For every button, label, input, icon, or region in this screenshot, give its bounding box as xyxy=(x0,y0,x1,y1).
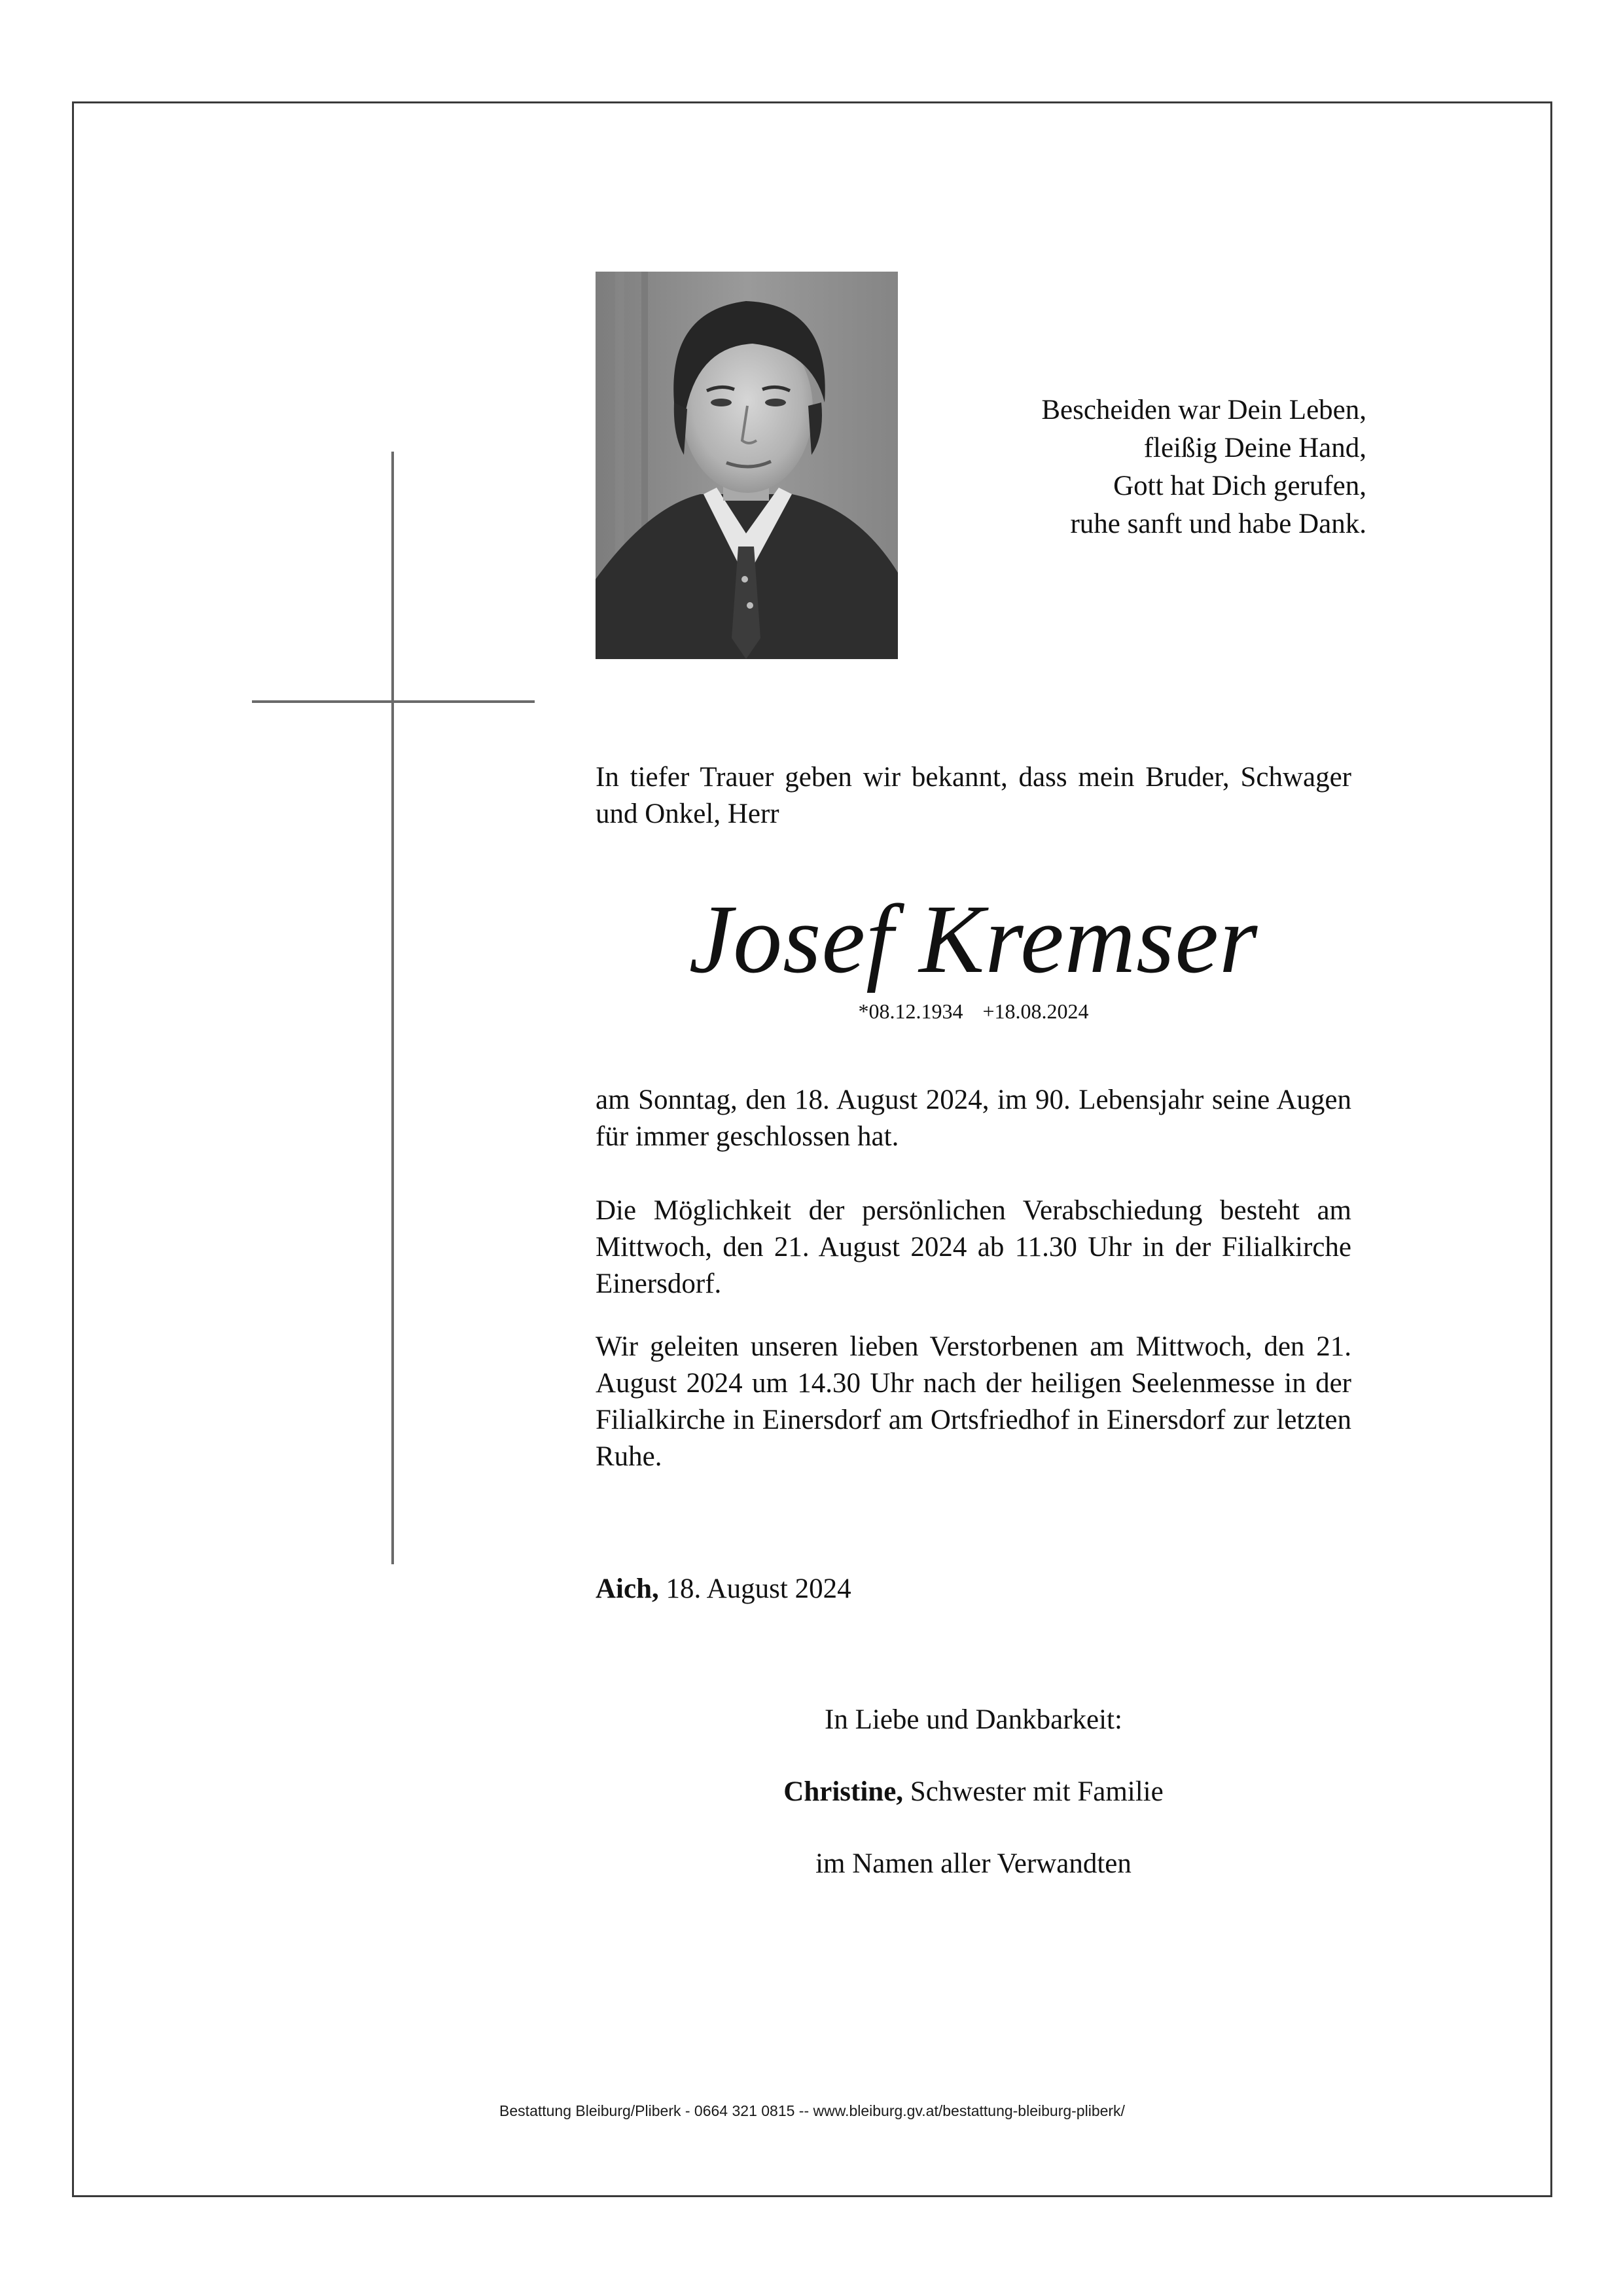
cross-horizontal-bar xyxy=(252,700,535,703)
deceased-name: Josef Kremser xyxy=(688,885,1258,994)
cross-vertical-bar xyxy=(391,452,394,1564)
poem-line: fleißig Deine Hand, xyxy=(1143,433,1366,463)
poem-line: Bescheiden war Dein Leben, xyxy=(1041,395,1366,425)
announcement-intro: In tiefer Trauer geben wir bekannt, dass mein Bruder, Schwager und Onkel, Herr xyxy=(596,762,1351,829)
funeral-paragraph: Wir geleiten unseren lieben Verstorbenen am Mittwoch, den 21. August 2024 um 14.30 Uhr nach der heiligen Seelenmesse in der Filialkirche in Einersdorf am Ortsfriedhof in Einersdorf zur letzten Ruhe. xyxy=(596,1331,1351,1472)
death-date: +18.08.2024 xyxy=(982,999,1089,1023)
farewell-paragraph: Die Möglichkeit der persönlichen Verabschiedung besteht am Mittwoch, den 21. August 2024 ab 11.30 Uhr in der Filialkirche Einersdorf. xyxy=(596,1195,1351,1299)
poem-line: ruhe sanft und habe Dank. xyxy=(1070,509,1366,539)
portrait-photo xyxy=(596,272,898,659)
life-dates xyxy=(596,998,1351,1024)
signer-relation: Schwester mit Familie xyxy=(910,1776,1164,1807)
notice-date: 18. August 2024 xyxy=(666,1573,851,1604)
birth-date: *08.12.1934 xyxy=(858,999,963,1023)
signer-name: Christine, xyxy=(783,1776,904,1807)
footer-contact: Bestattung Bleiburg/Pliberk - 0664 321 0815 -- www.bleiburg.gv.at/bestattung-bleiburg-pliberk/ xyxy=(499,2102,1125,2119)
closing-line: In Liebe und Dankbarkeit: xyxy=(825,1704,1122,1735)
relatives-line: im Namen aller Verwandten xyxy=(815,1848,1132,1879)
death-notice-paragraph: am Sonntag, den 18. August 2024, im 90. Lebensjahr seine Augen für immer geschlossen hat. xyxy=(596,1085,1351,1152)
place-and-date xyxy=(596,1571,851,1607)
poem-line: Gott hat Dich gerufen, xyxy=(1113,471,1366,501)
signer-line xyxy=(596,1774,1351,1810)
memorial-poem xyxy=(916,391,1366,543)
place-name: Aich, xyxy=(596,1573,659,1604)
